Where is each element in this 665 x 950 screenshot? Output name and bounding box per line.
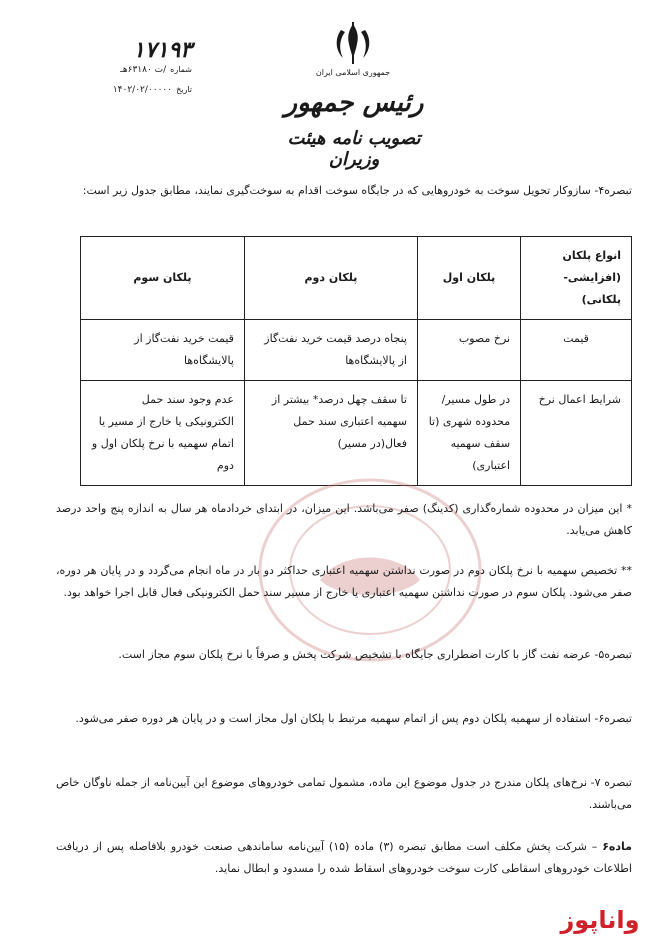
date-value: ۱۴۰۲/۰۲/۰۰۰۰۰ xyxy=(112,85,173,95)
republic-label: جمهوری اسلامی ایران xyxy=(315,68,391,77)
iran-emblem-icon xyxy=(327,20,379,66)
site-logo-text: واناپوز xyxy=(560,906,640,934)
row-label: قیمت xyxy=(521,320,632,381)
reference-row xyxy=(12,60,192,80)
intro-paragraph: تبصره۴- سازوکار تحویل سوخت به خودروهایی که در جایگاه سوخت اقدام به سوخت‌گیری نمایند، مطابق جدول زیر است: xyxy=(82,184,632,197)
note-4: تبصره۶- استفاده از سهمیه پلکان دوم پس از اتمام سهمیه مرتبط با پلکان اول مجاز است و در پایان هر دوره صفر می‌شود. xyxy=(75,712,632,725)
note-3: تبصره۵- عرضه نفت گاز با کارت اضطراری جایگاه با تشخیص شرکت پخش و صرفاً با نرخ پلکان سوم مجاز است. xyxy=(118,648,632,661)
reference-block xyxy=(12,37,192,100)
note-5: تبصره ۷- نرخ‌های پلکان مندرج در جدول موضوع این ماده، مشمول تمامی خودروهای موضوع این آیین‌نامه از جمله ناوگان خاص می‌باشند. xyxy=(56,776,632,811)
president-title: رئیس جمهور xyxy=(284,88,424,118)
cell-tier1: در طول مسیر/ محدوده شهری (تا سقف سهمیه اعتباری) xyxy=(417,381,520,486)
cell-tier2: پنجاه درصد قیمت خرید نفت‌گاز از پالایشگاه‌ها xyxy=(244,320,417,381)
reference-value: /ت ۶۳۱۸۰هـ xyxy=(120,65,167,75)
cell-tier3: قیمت خرید نفت‌گاز از پالایشگاه‌ها xyxy=(81,320,245,381)
document-number: ۱۷۱۹۳ xyxy=(132,37,192,63)
header-tier3: پلکان سوم xyxy=(81,237,245,320)
site-logo xyxy=(540,898,660,938)
cell-tier2: تا سقف چهل درصد* بیشتر از سهمیه اعتباری سند حمل فعال(در مسیر) xyxy=(244,381,417,486)
table-header-row xyxy=(81,237,632,320)
note-1: * این میزان در محدوده شماره‌گذاری (کدینگ) صفر می‌باشد. این میزان، در ابتدای خردادماه هر سال به اندازه پنج واحد درصد کاهش می‌یابد. xyxy=(56,502,632,537)
note-6 xyxy=(56,836,632,880)
date-label: تاریخ xyxy=(176,85,192,94)
number-label: شماره xyxy=(170,65,192,74)
header-tier1: پلکان اول xyxy=(417,237,520,320)
article-6-lead: ماده۶ xyxy=(602,840,632,853)
number-row xyxy=(12,37,192,63)
date-row xyxy=(12,80,192,100)
table-row xyxy=(81,320,632,381)
cell-tier1: نرخ مصوب xyxy=(417,320,520,381)
article-6-text: – شرکت پخش مکلف است مطابق تبصره (۳) ماده (۱۵) آیین‌نامه ساماندهی صنعت خودرو بلافاصله پس از دریافت اطلاعات خودروهای اسقاطی کارت سوخت خودروهای اسقاط شده را مسدود و ابطال نماید. xyxy=(56,840,632,875)
header-tier2: پلکان دوم xyxy=(244,237,417,320)
row-label: شرایط اعمال نرخ xyxy=(521,381,632,486)
note-2: ** تخصیص سهمیه با نرخ پلکان دوم در صورت نداشتن سهمیه اعتباری حداکثر دو بار در ماه انجام می‌گردد و در پایان هر دوره، صفر می‌شود. پلکان سوم در صورت نداشتن سهمیه اعتباری یا خارج از مسیر سند حمل الکترونیکی فعال قابل اجرا خواهد بود. xyxy=(56,564,632,599)
fuel-tier-table xyxy=(80,236,632,486)
cell-tier3: عدم وجود سند حمل الکترونیکی یا خارج از مسیر یا اتمام سهمیه با نرخ پلکان اول و دوم xyxy=(81,381,245,486)
approval-title: تصویب نامه هیئت وزیران xyxy=(287,128,421,170)
header-type: انواع پلکان (افزایشی-پلکانی) xyxy=(521,237,632,320)
